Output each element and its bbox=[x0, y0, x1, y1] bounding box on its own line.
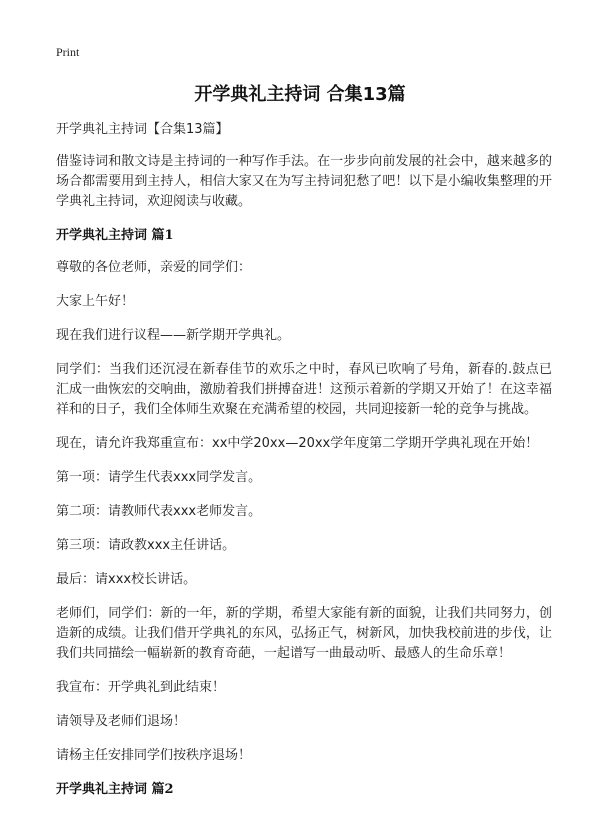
paragraph: 现在，请允许我郑重宣布：xx中学20xx—20xx学年度第二学期开学典礼现在开始！ bbox=[56, 436, 539, 451]
paragraph: 第三项：请政教xxx主任讲话。 bbox=[56, 538, 236, 553]
paragraph: 现在我们进行议程——新学期开学典礼。 bbox=[56, 328, 291, 343]
section-heading-1: 开学典礼主持词 篇1 bbox=[56, 228, 174, 243]
print-link[interactable]: Print bbox=[56, 45, 80, 59]
paragraph: 同学们：当我们还沉浸在新春佳节的欢乐之中时，春风已吹响了号角，新春的.鼓点已汇成一曲恢宏的交响曲，激励着我们拼搏奋进！这预示着新的学期又开始了！在这幸福祥和的日子，我们全体师生欢聚在充满希望的校园，共同迎接新一轮的竞争与挑战。 bbox=[56, 362, 552, 417]
document-subtitle: 开学典礼主持词【合集13篇】 bbox=[56, 122, 229, 137]
section-heading-2: 开学典礼主持词 篇2 bbox=[56, 782, 174, 797]
paragraph: 尊敬的各位老师，亲爱的同学们： bbox=[56, 260, 252, 275]
paragraph: 最后：请xxx校长讲话。 bbox=[56, 572, 197, 587]
paragraph: 请杨主任安排同学们按秩序退场！ bbox=[56, 748, 252, 763]
paragraph: 请领导及老师们退场！ bbox=[56, 714, 187, 729]
intro-paragraph: 借鉴诗词和散文诗是主持词的一种写作手法。在一步步向前发展的社会中，越来越多的场合都需要用到主持人，相信大家又在为写主持词犯愁了吧！以下是小编收集整理的开学典礼主持词，欢迎阅读与收藏。 bbox=[56, 154, 552, 209]
page-title: 开学典礼主持词 合集13篇 bbox=[194, 84, 406, 105]
paragraph: 第一项：请学生代表xxx同学发言。 bbox=[56, 470, 262, 485]
paragraph: 大家上午好！ bbox=[56, 294, 135, 309]
paragraph: 老师们，同学们：新的一年，新的学期，希望大家能有新的面貌，让我们共同努力，创造新的成绩。让我们借开学典礼的东风，弘扬正气，树新风，加快我校前进的步伐，让我们共同描绘一幅崭新的教育奇葩，一起谱写一曲最动听、最感人的生命乐章！ bbox=[56, 606, 552, 661]
paragraph: 我宣布：开学典礼到此结束！ bbox=[56, 680, 226, 695]
paragraph: 第二项：请教师代表xxx老师发言。 bbox=[56, 504, 262, 519]
document-body bbox=[56, 120, 552, 812]
